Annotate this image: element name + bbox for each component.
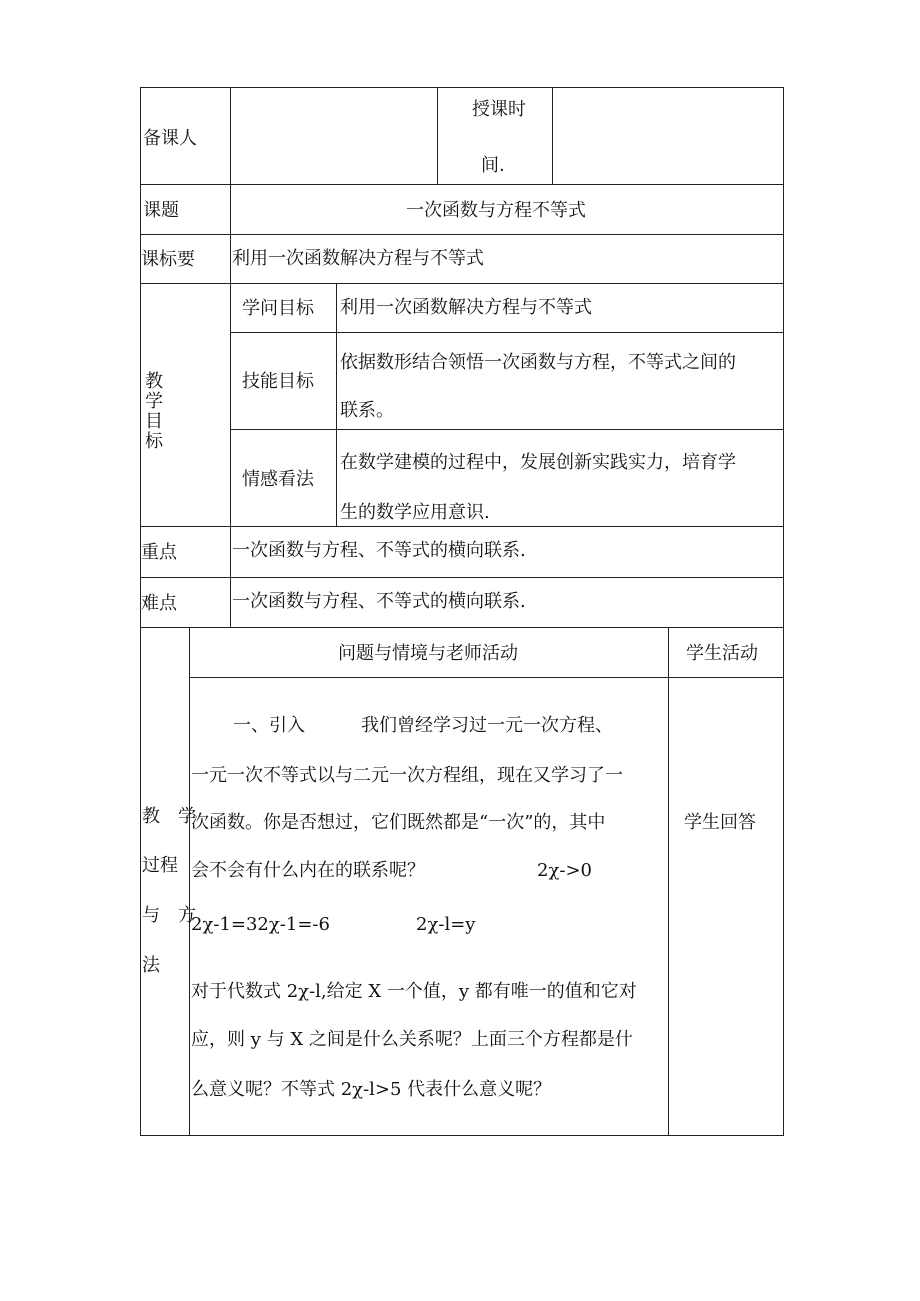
row-divider — [140, 283, 784, 284]
key-point-value: 一次函数与方程、不等式的横向联系. — [232, 540, 526, 561]
column-divider — [230, 87, 231, 627]
knowledge-goal-label: 学问目标 — [242, 298, 314, 319]
emotion-goal-line2: 生的数学应用意识. — [340, 502, 490, 523]
goals-label-char: 标 — [145, 431, 163, 452]
column-divider — [189, 627, 190, 1135]
skill-goal-line1: 依据数形结合领悟一次函数与方程，不等式之间的 — [340, 352, 736, 373]
question-line3: 么意义呢？不等式 2χ-l>5 代表什么意义呢？ — [191, 1079, 552, 1100]
preparer-label: 备课人 — [143, 128, 197, 149]
goals-label-char: 教 — [145, 371, 163, 392]
student-activity-header: 学生活动 — [686, 643, 758, 664]
class-time-label-line2: 间. — [481, 155, 505, 176]
column-divider — [437, 87, 438, 184]
intro-line4: 会不会有什么内在的联系呢？ — [191, 860, 425, 881]
teacher-activity-header: 问题与情境与老师活动 — [338, 643, 518, 664]
row-divider — [140, 234, 784, 235]
process-label-line: 过程 — [142, 855, 178, 876]
key-point-label: 重点 — [141, 542, 177, 563]
intro-title: 一、引入 — [233, 715, 305, 736]
topic-value: 一次函数与方程不等式 — [406, 200, 586, 221]
column-divider — [552, 87, 553, 184]
process-label-line: 教 学 — [142, 806, 196, 827]
function-expression: 2χ-l=y — [416, 914, 476, 935]
standard-label: 课标要 — [141, 249, 195, 270]
skill-goal-label: 技能目标 — [242, 371, 314, 392]
student-activity-value: 学生回答 — [684, 812, 756, 833]
difficult-point-label: 难点 — [141, 593, 177, 614]
table-border-right — [783, 87, 784, 1136]
row-divider — [230, 332, 784, 333]
row-divider — [140, 627, 784, 628]
row-divider — [230, 429, 784, 430]
skill-goal-line2: 联系。 — [340, 400, 394, 421]
table-border-top — [140, 87, 784, 88]
emotion-goal-label: 情感看法 — [242, 469, 314, 490]
goals-label-char: 目 — [145, 411, 163, 432]
question-line1: 对于代数式 2χ-l,给定 X 一个值，y 都有唯一的值和它对 — [191, 981, 637, 1002]
intro-line3: 次函数。你是否想过，它们既然都是“一次”的，其中 — [191, 812, 606, 833]
table-border-bottom — [140, 1135, 784, 1136]
column-divider — [336, 283, 337, 526]
topic-label: 课题 — [143, 200, 179, 221]
row-divider — [140, 526, 784, 527]
intro-line2: 一元一次不等式以与二元一次方程组，现在又学习了一 — [191, 765, 623, 786]
class-time-label-line1: 授课时 — [472, 99, 526, 120]
goals-label-char: 学 — [145, 391, 163, 412]
intro-text: 我们曾经学习过一元一次方程、 — [361, 715, 613, 736]
question-line2: 应，则 y 与 X 之间是什么关系呢？上面三个方程都是什 — [191, 1029, 633, 1050]
standard-value: 利用一次函数解决方程与不等式 — [232, 248, 484, 269]
row-divider — [140, 184, 784, 185]
emotion-goal-line1: 在数学建模的过程中，发展创新实践实力，培育学 — [340, 452, 736, 473]
column-divider — [668, 627, 669, 1135]
row-divider — [140, 577, 784, 578]
knowledge-goal-value: 利用一次函数解决方程与不等式 — [340, 297, 592, 318]
equations-expression: 2χ-1=32χ-1=-6 — [191, 914, 330, 935]
difficult-point-value: 一次函数与方程、不等式的横向联系. — [232, 591, 526, 612]
row-divider — [189, 677, 784, 678]
process-label-line: 与 方 — [142, 905, 196, 926]
inequality-expression: 2χ->0 — [537, 860, 592, 881]
process-label-line: 法 — [142, 955, 160, 976]
